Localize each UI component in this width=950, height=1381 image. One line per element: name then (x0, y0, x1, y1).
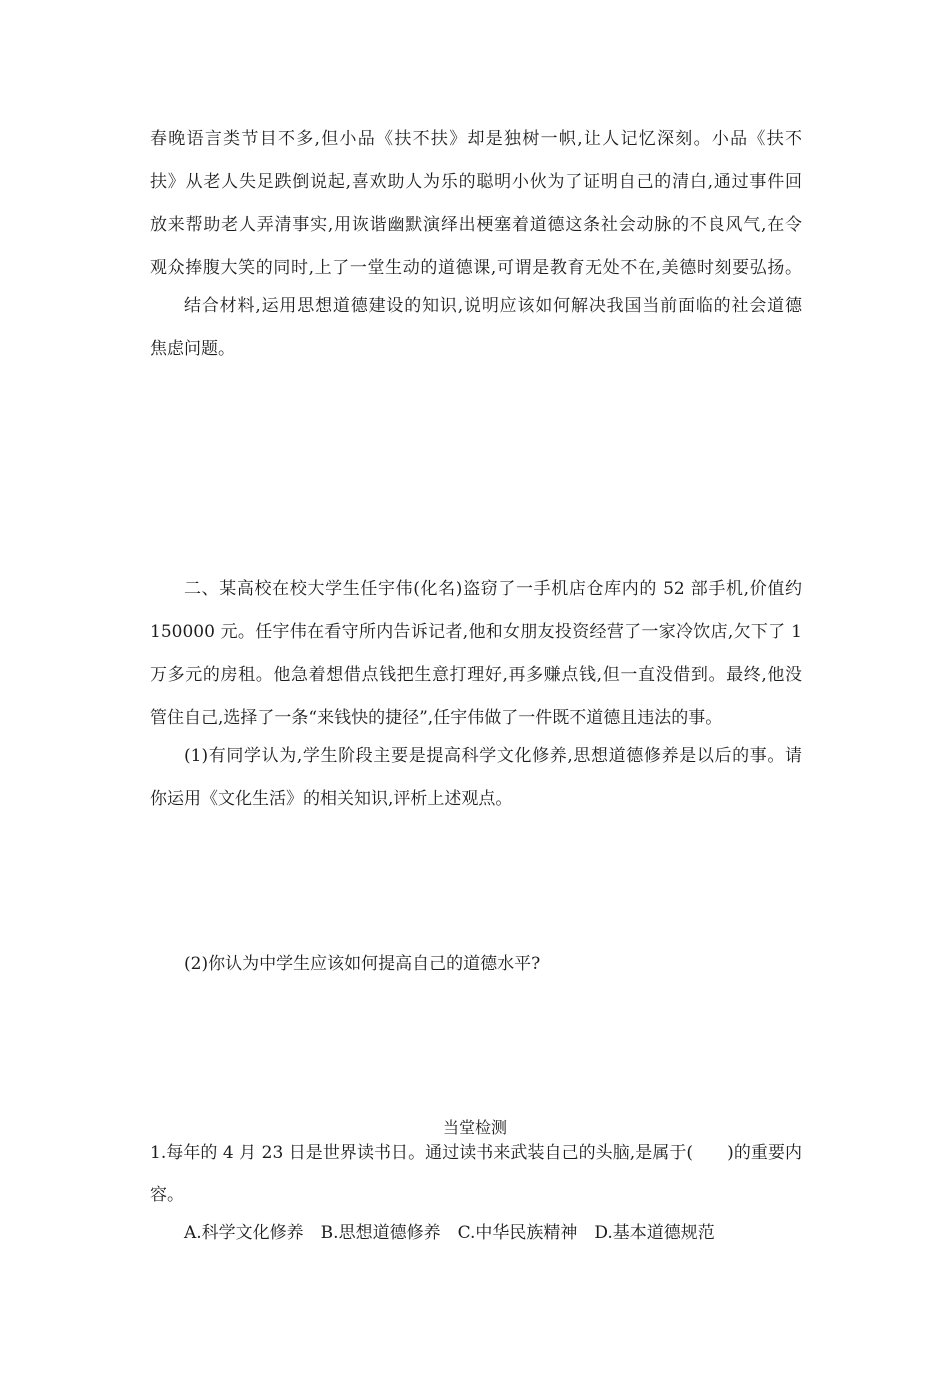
part-two-line-4: 管住自己,选择了一条“来钱快的捷径”,任宇伟做了一件既不道德且违法的事。 (150, 708, 723, 728)
check-question-1-options: A.科学文化修养 B.思想道德修养 C.中华民族精神 D.基本道德规范 (184, 1223, 715, 1243)
material-line-2: 扶》从老人失足跌倒说起,喜欢助人为乐的聪明小伙为了证明自己的清白,通过事件回 (150, 172, 802, 192)
part-two-line-3: 万多元的房租。他急着想借点钱把生意打理好,再多赚点钱,但一直没借到。最终,他没 (150, 665, 802, 685)
part-two-question-1-line-2: 你运用《文化生活》的相关知识,评析上述观点。 (150, 789, 513, 809)
part-two-question-2: (2)你认为中学生应该如何提高自己的道德水平? (184, 954, 541, 974)
material-question-line-2: 焦虑问题。 (150, 339, 235, 359)
material-line-4: 观众捧腹大笑的同时,上了一堂生动的道德课,可谓是教育无处不在,美德时刻要弘扬。 (150, 258, 802, 278)
check-question-1-line-1: 1.每年的 4 月 23 日是世界读书日。通过读书来武装自己的头脑,是属于( )的重要内 (150, 1143, 802, 1163)
part-two-line-2: 150000 元。任宇伟在看守所内告诉记者,他和女朋友投资经营了一家冷饮店,欠下了 1 (150, 622, 802, 642)
section-title: 当堂检测 (442, 1118, 507, 1137)
material-question-line-1: 结合材料,运用思想道德建设的知识,说明应该如何解决我国当前面临的社会道德 (184, 296, 802, 316)
material-line-3: 放来帮助老人弄清事实,用诙谐幽默演绎出梗塞着道德这条社会动脉的不良风气,在令 (150, 215, 802, 235)
part-two-line-1: 二、某高校在校大学生任宇伟(化名)盗窃了一手机店仓库内的 52 部手机,价值约 (184, 579, 802, 599)
material-line-1: 春晚语言类节目不多,但小品《扶不扶》却是独树一帜,让人记忆深刻。小品《扶不 (150, 129, 802, 149)
check-question-1-line-2: 容。 (150, 1185, 184, 1205)
part-two-question-1-line-1: (1)有同学认为,学生阶段主要是提高科学文化修养,思想道德修养是以后的事。请 (184, 746, 802, 766)
